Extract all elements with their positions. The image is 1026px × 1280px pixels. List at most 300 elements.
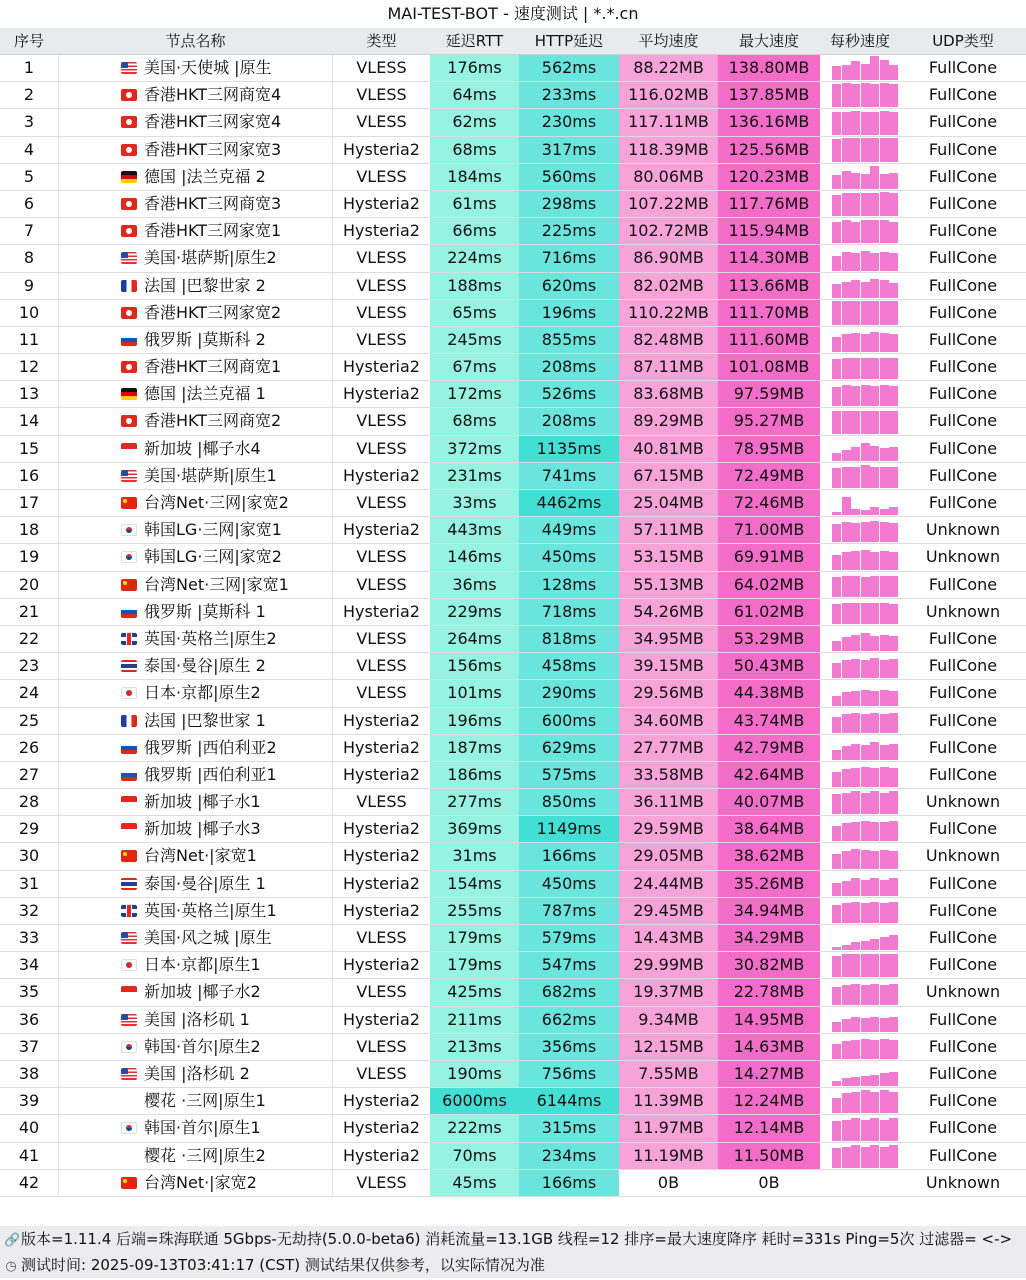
http-latency: 718ms [519, 599, 619, 625]
flag-de-icon [121, 171, 137, 183]
table-row[interactable] [0, 1143, 1026, 1170]
sparkline-bar [832, 222, 841, 243]
max-speed: 120.23MB [718, 164, 820, 190]
http-latency: 716ms [519, 245, 619, 271]
per-second-sparkline [820, 1143, 900, 1169]
row-index: 2 [23, 85, 35, 105]
sparkline-bar [842, 793, 851, 814]
node-name-text: 法国 |巴黎世家 2 [144, 275, 266, 295]
sparkline-bar [842, 252, 851, 271]
max-speed: 111.60MB [718, 327, 820, 353]
sparkline-bar [861, 690, 870, 706]
node-name-text: 韩国LG·三网|家宽2 [144, 547, 282, 567]
node-name [58, 354, 333, 380]
protocol-type: Hysteria2 [343, 1009, 420, 1029]
max-speed: 136.16MB [718, 109, 820, 135]
max-speed: 14.95MB [718, 1007, 820, 1033]
sparkline-bar [870, 902, 879, 923]
sparkline-bar [832, 956, 841, 977]
http-latency: 196ms [519, 300, 619, 326]
row-index: 38 [18, 1063, 40, 1083]
sparkline-bar [851, 603, 860, 624]
table-row[interactable] [0, 1088, 1026, 1115]
table-row[interactable] [0, 1115, 1026, 1142]
flag-ru-icon [121, 334, 137, 346]
sparkline-bar [832, 604, 841, 624]
table-row[interactable] [0, 273, 1026, 300]
row-index: 30 [18, 846, 40, 866]
sparkline-bar [832, 663, 841, 678]
node-name [58, 327, 333, 353]
protocol-type: VLESS [356, 574, 407, 594]
avg-speed: 29.45MB [619, 898, 718, 924]
sparkline-bar [870, 166, 879, 189]
sparkline-bar [889, 604, 898, 624]
header-node-name[interactable]: 节点名称 [165, 32, 226, 50]
header-max-speed[interactable]: 最大速度 [738, 32, 799, 50]
table-row[interactable] [0, 109, 1026, 136]
udp-type: FullCone [928, 737, 998, 757]
sparkline-bar [880, 138, 889, 162]
header-type[interactable]: 类型 [366, 32, 397, 50]
sparkline-bar [870, 1092, 879, 1113]
per-second-sparkline [820, 191, 900, 217]
table-row[interactable] [0, 680, 1026, 707]
sparkline-bar [889, 1118, 898, 1141]
table-row[interactable] [0, 164, 1026, 191]
node-name [58, 82, 333, 108]
http-latency: 128ms [519, 572, 619, 598]
node-name-text: 德国 |法兰克福 1 [144, 384, 266, 404]
sparkline-bar [832, 66, 841, 80]
udp-type: FullCone [928, 1118, 998, 1138]
sparkline-bar [861, 83, 870, 107]
sparkline-bar [880, 1039, 889, 1059]
node-name-text: 香港HKT三网家宽3 [144, 139, 282, 159]
node-name-text: 樱花 ·三网|原生2 [144, 1145, 266, 1165]
table-row[interactable] [0, 544, 1026, 571]
flag-th-icon [121, 878, 137, 890]
table-row[interactable] [0, 898, 1026, 925]
flag-th-icon [121, 660, 137, 672]
protocol-type: VLESS [356, 58, 407, 77]
udp-type: FullCone [928, 574, 998, 594]
sparkline-bar [832, 453, 841, 461]
row-index: 36 [18, 1009, 40, 1029]
per-second-sparkline [820, 55, 900, 81]
http-latency: 547ms [519, 952, 619, 978]
sparkline-bar [870, 822, 879, 841]
header-rtt[interactable]: 延迟RTT [445, 32, 504, 50]
sparkline-bar [880, 385, 889, 406]
max-speed: 34.29MB [718, 925, 820, 951]
avg-speed: 11.97MB [619, 1115, 718, 1141]
node-name [58, 979, 333, 1005]
sparkline-bar [861, 282, 870, 298]
row-index: 17 [18, 493, 40, 512]
node-name-text: 德国 |法兰克福 2 [144, 166, 266, 186]
sparkline-bar [851, 1040, 860, 1059]
row-index: 12 [18, 357, 40, 377]
avg-speed: 27.77MB [619, 735, 718, 761]
udp-type: FullCone [928, 411, 998, 431]
sparkline-bar [861, 193, 870, 216]
node-name-text: 台湾Net·|家宽2 [144, 1172, 257, 1192]
table-row[interactable] [0, 735, 1026, 762]
avg-speed: 82.02MB [619, 273, 718, 299]
table-row[interactable] [0, 381, 1026, 408]
sparkline-bar [851, 942, 860, 950]
node-name-text: 香港HKT三网商宽4 [144, 85, 282, 105]
node-name-text: 香港HKT三网家宽4 [144, 112, 282, 132]
sparkline-bar [851, 849, 860, 869]
sparkline-bar [861, 985, 870, 1005]
per-second-sparkline [820, 599, 900, 625]
table-row[interactable] [0, 463, 1026, 490]
flag-kr-icon [121, 551, 137, 563]
http-latency: 560ms [519, 164, 619, 190]
sparkline-bar [889, 576, 898, 597]
sparkline-bar [832, 750, 841, 760]
node-name [58, 1115, 333, 1141]
sparkline-bar [870, 878, 879, 896]
sparkline-bar [832, 524, 841, 542]
sparkline-bar [851, 691, 860, 706]
per-second-sparkline [820, 762, 900, 788]
sparkline-bar [889, 851, 898, 869]
protocol-type: VLESS [356, 166, 407, 186]
sparkline-bar [842, 746, 851, 760]
table-row[interactable] [0, 871, 1026, 898]
node-name [58, 55, 333, 81]
node-name [58, 381, 333, 407]
table-row[interactable] [0, 300, 1026, 327]
http-latency: 855ms [519, 327, 619, 353]
table-row[interactable] [0, 925, 1026, 952]
sparkline-bar [832, 905, 841, 923]
sparkline-bar [851, 1092, 860, 1113]
table-row[interactable] [0, 55, 1026, 82]
table-row[interactable] [0, 843, 1026, 870]
sparkline-bar [889, 193, 898, 216]
sparkline-bar [880, 880, 889, 896]
max-speed: 117.76MB [718, 191, 820, 217]
protocol-type: VLESS [356, 275, 407, 295]
udp-type: FullCone [928, 465, 998, 485]
rtt-latency: 224ms [430, 245, 519, 271]
node-name-text: 俄罗斯 |西伯利亚2 [144, 737, 277, 757]
sparkline-bar [832, 772, 841, 787]
max-speed: 138.80MB [718, 55, 820, 81]
table-row[interactable] [0, 354, 1026, 381]
table-row[interactable] [0, 137, 1026, 164]
table-row[interactable] [0, 218, 1026, 245]
table-row[interactable] [0, 762, 1026, 789]
rtt-latency: 184ms [430, 164, 519, 190]
sparkline-bar [842, 1093, 851, 1113]
sparkline-bar [851, 1145, 860, 1168]
sparkline-bar [880, 358, 889, 379]
sparkline-bar [832, 387, 841, 406]
table-row[interactable] [0, 245, 1026, 272]
http-latency: 620ms [519, 273, 619, 299]
sparkline-bar [861, 64, 870, 80]
node-name [58, 843, 333, 869]
sparkline-bar [889, 744, 898, 760]
http-latency: 850ms [519, 789, 619, 815]
node-name-text: 香港HKT三网商宽2 [144, 411, 282, 431]
table-row[interactable] [0, 653, 1026, 680]
header-avg-speed[interactable]: 平均速度 [638, 32, 699, 50]
node-name-text: 美国·天使城 |原生 [144, 58, 272, 77]
http-latency: 208ms [519, 408, 619, 434]
table-row[interactable] [0, 490, 1026, 517]
table-row[interactable] [0, 408, 1026, 435]
per-second-sparkline [820, 517, 900, 543]
sparkline-bar [861, 1120, 870, 1141]
rtt-latency: 264ms [430, 626, 519, 652]
sparkline-bar [861, 138, 870, 162]
table-row[interactable] [0, 626, 1026, 653]
per-second-sparkline [820, 109, 900, 135]
protocol-type: Hysteria2 [343, 764, 420, 784]
table-row[interactable] [0, 816, 1026, 843]
per-second-sparkline [820, 463, 900, 489]
table-row[interactable] [0, 327, 1026, 354]
table-row[interactable] [0, 1061, 1026, 1088]
sparkline-bar [870, 446, 879, 461]
per-second-sparkline [820, 381, 900, 407]
sparkline-bar [842, 903, 851, 923]
sparkline-bar [861, 1090, 870, 1113]
sparkline-bar [832, 468, 841, 488]
http-latency: 298ms [519, 191, 619, 217]
sparkline-bar [870, 851, 879, 869]
table-row[interactable] [0, 1170, 1026, 1197]
flag-gb-icon [121, 633, 137, 645]
table-row[interactable] [0, 789, 1026, 816]
per-second-sparkline [820, 327, 900, 353]
udp-type: FullCone [928, 384, 998, 404]
sparkline-bar [880, 850, 889, 869]
sparkline-bar [842, 450, 851, 461]
node-name [58, 599, 333, 625]
sparkline-bar [870, 358, 879, 379]
max-speed: 95.27MB [718, 408, 820, 434]
node-name [58, 408, 333, 434]
per-second-sparkline [820, 979, 900, 1005]
sparkline-bar [842, 411, 851, 434]
rtt-latency: 101ms [430, 680, 519, 706]
http-latency: 166ms [519, 843, 619, 869]
table-row[interactable] [0, 191, 1026, 218]
rtt-latency: 245ms [430, 327, 519, 353]
row-index: 19 [18, 547, 40, 567]
sparkline-bar [880, 793, 889, 814]
table-row[interactable] [0, 1034, 1026, 1061]
sparkline-bar [880, 985, 889, 1005]
rtt-latency: 176ms [430, 55, 519, 81]
protocol-type: Hysteria2 [343, 465, 420, 485]
sparkline-bar [889, 902, 898, 923]
row-index: 14 [18, 411, 40, 431]
sparkline-bar [889, 935, 898, 950]
node-name [58, 1061, 333, 1087]
sparkline-bar [861, 714, 870, 733]
sparkline-bar [889, 791, 898, 814]
row-index: 22 [18, 628, 40, 648]
sparkline-bar [851, 768, 860, 787]
protocol-type: VLESS [356, 547, 407, 567]
sparkline-bar [861, 660, 870, 678]
http-latency: 756ms [519, 1061, 619, 1087]
protocol-type: Hysteria2 [343, 384, 420, 404]
sparkline-bar [851, 447, 860, 461]
per-second-sparkline [820, 816, 900, 842]
sparkline-bar [880, 60, 889, 80]
flag-hk-icon [121, 415, 137, 427]
sparkline-bar [870, 691, 879, 706]
http-latency: 562ms [519, 55, 619, 81]
sparkline-bar [880, 937, 889, 950]
sparkline-bar [870, 193, 879, 216]
header-index[interactable]: 序号 [13, 32, 44, 50]
footer-time-text: 测试时间: 2025-09-13T03:41:17 (CST) 测试结果仅供参考，以实际情况为准 [21, 1256, 545, 1274]
sparkline-bar [842, 522, 851, 542]
sparkline-bar [832, 512, 841, 515]
avg-speed: 12.15MB [619, 1034, 718, 1060]
row-index: 25 [18, 710, 40, 730]
sparkline-bar [889, 691, 898, 706]
sparkline-bar [889, 173, 898, 189]
avg-speed: 89.29MB [619, 408, 718, 434]
node-name-text: 美国 |洛杉矶 2 [144, 1063, 250, 1083]
avg-speed: 24.44MB [619, 871, 718, 897]
avg-speed: 34.60MB [619, 708, 718, 734]
avg-speed: 14.43MB [619, 925, 718, 951]
sparkline-bar [851, 902, 860, 923]
table-row[interactable] [0, 436, 1026, 463]
max-speed: 113.66MB [718, 273, 820, 299]
sparkline-bar [889, 301, 898, 325]
per-second-sparkline [820, 1007, 900, 1033]
node-name [58, 1143, 333, 1169]
sparkline-bar [832, 883, 841, 896]
sparkline-bar [842, 65, 851, 80]
sparkline-bar [880, 767, 889, 787]
sparkline-bar [842, 497, 851, 515]
protocol-type: VLESS [356, 329, 407, 349]
max-speed: 35.26MB [718, 871, 820, 897]
udp-type: Unknown [925, 547, 1001, 567]
max-speed: 38.64MB [718, 816, 820, 842]
http-latency: 450ms [519, 544, 619, 570]
per-second-sparkline [820, 708, 900, 734]
row-index: 33 [18, 928, 40, 947]
node-name [58, 708, 333, 734]
udp-type: FullCone [928, 193, 998, 213]
sparkline-bar [880, 660, 889, 678]
flag-ru-icon [121, 769, 137, 781]
table-row[interactable] [0, 517, 1026, 544]
avg-speed: 107.22MB [619, 191, 718, 217]
node-name [58, 572, 333, 598]
table-row[interactable] [0, 572, 1026, 599]
rtt-latency: 213ms [430, 1034, 519, 1060]
table-row[interactable] [0, 979, 1026, 1006]
sparkline-bar [861, 941, 870, 950]
sparkline-bar [842, 714, 851, 733]
rtt-latency: 31ms [430, 843, 519, 869]
header-udp-type[interactable]: UDP类型 [932, 32, 994, 50]
flag-sg-icon [121, 823, 137, 835]
sparkline-bar [889, 821, 898, 841]
protocol-type: Hysteria2 [343, 139, 420, 159]
header-per-second-speed[interactable]: 每秒速度 [829, 32, 890, 50]
per-second-sparkline [820, 1115, 900, 1141]
http-latency: 6144ms [519, 1088, 619, 1114]
sparkline-bar [851, 509, 860, 515]
rtt-latency: 154ms [430, 871, 519, 897]
sparkline-bar [851, 659, 860, 678]
sparkline-bar [832, 1148, 841, 1168]
sparkline-bar [861, 1147, 870, 1168]
per-second-sparkline [820, 218, 900, 244]
protocol-type: Hysteria2 [343, 601, 420, 621]
sparkline-bar [870, 1145, 879, 1168]
sparkline-bar [889, 954, 898, 977]
table-row[interactable] [0, 82, 1026, 109]
node-name-text: 香港HKT三网商宽3 [144, 193, 282, 213]
sparkline-bar [889, 334, 898, 352]
rtt-latency: 425ms [430, 979, 519, 1005]
sparkline-bar [842, 823, 851, 841]
sparkline-bar [851, 1077, 860, 1086]
sparkline-bar [870, 301, 879, 325]
sparkline-bar [870, 253, 879, 271]
row-index: 5 [23, 166, 35, 186]
sparkline-bar [861, 385, 870, 406]
sparkline-bar [851, 61, 860, 80]
per-second-sparkline [820, 1170, 900, 1196]
sparkline-bar [851, 1118, 860, 1141]
rtt-latency: 188ms [430, 273, 519, 299]
node-name-text: 泰国·曼谷|原生 1 [144, 873, 266, 893]
sparkline-bar [870, 1118, 879, 1141]
udp-type: FullCone [928, 873, 998, 893]
header-http-latency[interactable]: HTTP延迟 [534, 32, 604, 50]
udp-type: FullCone [928, 710, 998, 730]
sparkline-bar [832, 301, 841, 325]
table-row[interactable] [0, 708, 1026, 735]
table-row[interactable] [0, 1007, 1026, 1034]
table-row[interactable] [0, 599, 1026, 626]
sparkline-bar [870, 742, 879, 760]
table-row[interactable] [0, 952, 1026, 979]
node-name-text: 香港HKT三网家宽2 [144, 302, 282, 322]
sparkline-bar [889, 552, 898, 570]
protocol-type: Hysteria2 [343, 873, 420, 893]
avg-speed: 110.22MB [619, 300, 718, 326]
http-latency: 317ms [519, 137, 619, 163]
udp-type: FullCone [928, 1036, 998, 1056]
sparkline-bar [832, 112, 841, 135]
rtt-latency: 196ms [430, 708, 519, 734]
http-latency: 234ms [519, 1143, 619, 1169]
protocol-type: VLESS [356, 438, 407, 458]
per-second-sparkline [820, 898, 900, 924]
udp-type: FullCone [928, 58, 998, 77]
